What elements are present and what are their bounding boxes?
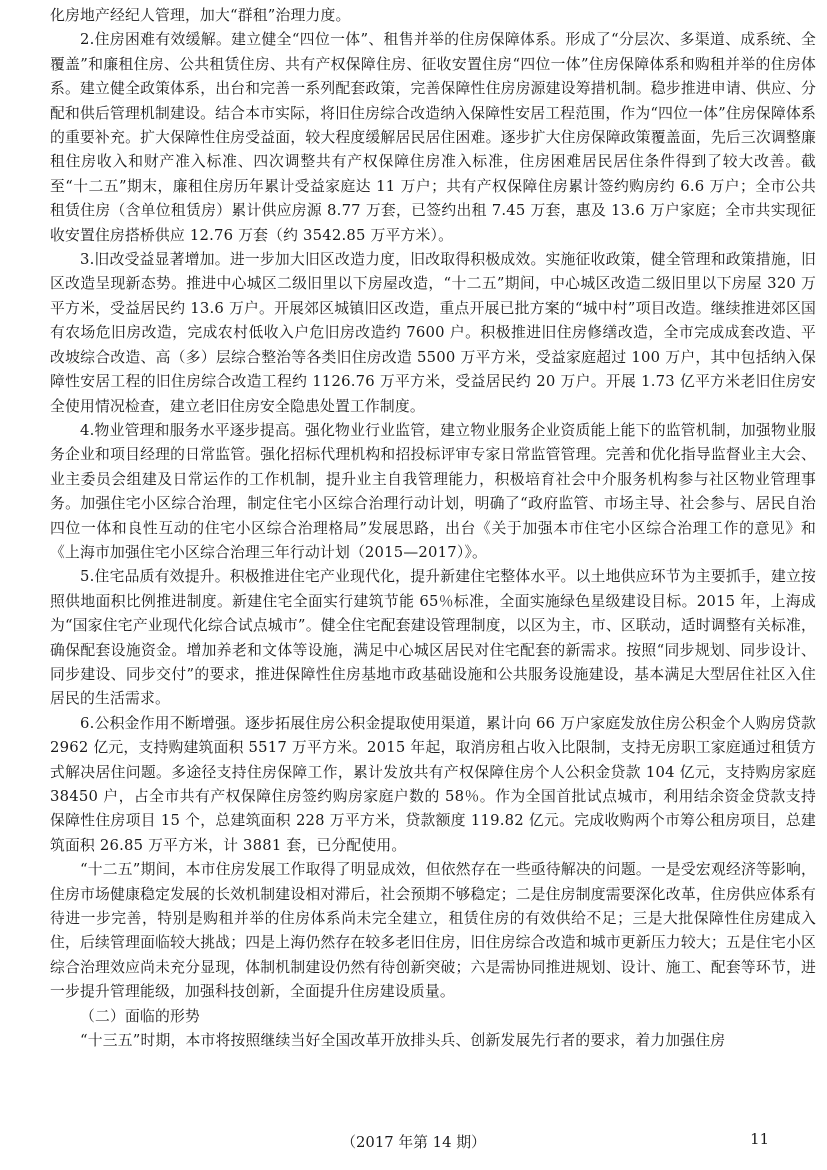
paragraph-continuation: 化房地产经纪人管理，加大“群租”治理力度。 — [50, 7, 351, 24]
paragraph-provident-fund: 6.公积金作用不断增强。逐步拓展住房公积金提取使用渠道，累计向 66 万户家庭发放住房公积金个人购房贷款 2962 亿元，支持购建筑面积 5517 万平方米。2015 年起，取消房租占收入比限制，支持无房职工家庭通过租赁方式解决居住问题。多途径支持住房保障工作，累计发放共有产权保障住房个人公积金贷款 104 亿元，支持购房家庭 38450 户，占全市共有产权保障住房签约购房家庭户数的 58％。作为全国首批试点城市，利用结余资金贷款支持保障性住房项目 15 个，总建筑面积 228 万平方米，贷款额度 119.82 亿元。完成收购两个市筹公租房项目，总建筑面积 26.85 万平方米，计 3881 套，已分配使用。 — [50, 714, 816, 854]
body-text — [50, 4, 816, 1053]
section-heading: （二）面临的形势 — [80, 1007, 200, 1025]
paragraph-housing-quality: 5.住宅品质有效提升。积极推进住宅产业现代化，提升新建住宅整体水平。以土地供应环节为主要抓手，建立按照供地面积比例推进制度。新建住宅全面实行建筑节能 65％标准，全面实施绿色星级建设目标。2015 年，上海成为“国家住宅产业现代化综合试点城市”。健全住宅配套建设管理制度，以区为主，市、区联动，适时调整有关标准，确保配套设施资金。增加养老和文体等设施，满足中心城区居民对住宅配套的新需求。按照“同步规划、同步设计、同步建设、同步交付”的要求，推进保障性住房基地市政基础设施和公共服务设施建设，基本满足大型居住社区入住居民的生活需求。 — [50, 568, 816, 708]
paragraph-summary-problems: “十二五”期间，本市住房发展工作取得了明显成效，但依然存在一些亟待解决的问题。一是受宏观经济等影响，住房市场健康稳定发展的长效机制建设相对滞后，社会预期不够稳定；二是住房制度需要深化改革，住房供应体系有待进一步完善，特别是购租并举的住房体系尚未完全建立，租赁住房的有效供给不足；三是大批保障性住房建成入住，后续管理面临较大挑战；四是上海仍然存在较多老旧住房，旧住房综合改造和城市更新压力较大；五是住宅小区综合治理效应尚未充分显现，体制机制建设仍然有待创新突破；六是需协同推进规划、设计、施工、配套等环节，进一步提升管理能级，加强科技创新，全面提升住房建设质量。 — [50, 861, 816, 1001]
page-footer — [0, 1131, 827, 1153]
paragraph-outlook: “十三五”时期，本市将按照继续当好全国改革开放排头兵、创新发展先行者的要求，着力加强住房 — [80, 1032, 726, 1050]
paragraph-property-management: 4.物业管理和服务水平逐步提高。强化物业行业监管，建立物业服务企业资质能上能下的监管机制，加强物业服务企业和项目经理的日常监管。强化招标代理机构和招投标评审专家日常监管管理。完善和优化指导监督业主大会、业主委员会组建及日常运作的工作机制，提升业主自我管理能力，积极培育社会中介服务机构参与社区物业管理事务。加强住宅小区综合治理，制定住宅小区综合治理行动计划，明确了“政府监管、市场主导、社会参与、居民自治四位一体和良性互动的住宅小区综合治理格局”发展思路，出台《关于加强本市住宅小区综合治理工作的意见》和《上海市加强住宅小区综合治理三年行动计划（2015—2017）》。 — [50, 421, 816, 561]
page-number: 11 — [750, 1131, 769, 1148]
paragraph-old-district-renovation: 3.旧改受益显著增加。进一步加大旧区改造力度，旧改取得积极成效。实施征收政策，健全管理和政策措施，旧区改造呈现新态势。推进中心城区二级旧里以下房屋改造，“十二五”期间，中心城区改造二级旧里以下房屋 320 万平方米，受益居民约 13.6 万户。开展郊区城镇旧区改造，重点开展已批方案的“城中村”项目改造。继续推进郊区国有农场危旧房改造，完成农村低收入户危旧房改造约 7600 户。积极推进旧住房修缮改造，全市完成成套改造、平改坡综合改造、高（多）层综合整治等各类旧住房改造 5500 万平方米，受益家庭超过 100 万户，其中包括纳入保障性安居工程的旧住房综合改造工程约 1126.76 万平方米，受益居民约 20 万户。开展 1.73 亿平方米老旧住房安全使用情况检查，建立老旧住房安全隐患处置工作制度。 — [50, 251, 816, 415]
paragraph-housing-difficulty: 2.住房困难有效缓解。建立健全“四位一体”、租售并举的住房保障体系。形成了“分层次、多渠道、成系统、全覆盖”和廉租住房、公共租赁住房、共有产权保障住房、征收安置住房“四位一体”住房保障体系和购租并举的住房体系。建立健全政策体系，出台和完善一系列配套政策，完善保障性住房房源建设筹措机制。稳步推进申请、供应、分配和供后管理机制建设。结合本市实际，将旧住房综合改造纳入保障性安居工程范围，作为“四位一体”住房保障体系的重要补充。扩大保障性住房受益面，较大程度缓解居民居住困难。逐步扩大住房保障政策覆盖面，先后三次调整廉租住房收入和财产准入标准、四次调整共有产权保障住房准入标准，住房困难居民居住条件得到了较大改善。截至“十二五”期末，廉租住房历年累计受益家庭达 11 万户；共有产权保障住房累计签约购房约 6.6 万户；全市公共租赁住房（含单位租赁房）累计供应房源 8.77 万套，已签约出租 7.45 万套，惠及 13.6 万户家庭；全市共实现征收安置住房搭桥供应 12.76 万套（约 3542.85 万平方米）。 — [50, 31, 816, 244]
issue-label: （2017 年第 14 期） — [341, 1134, 486, 1151]
